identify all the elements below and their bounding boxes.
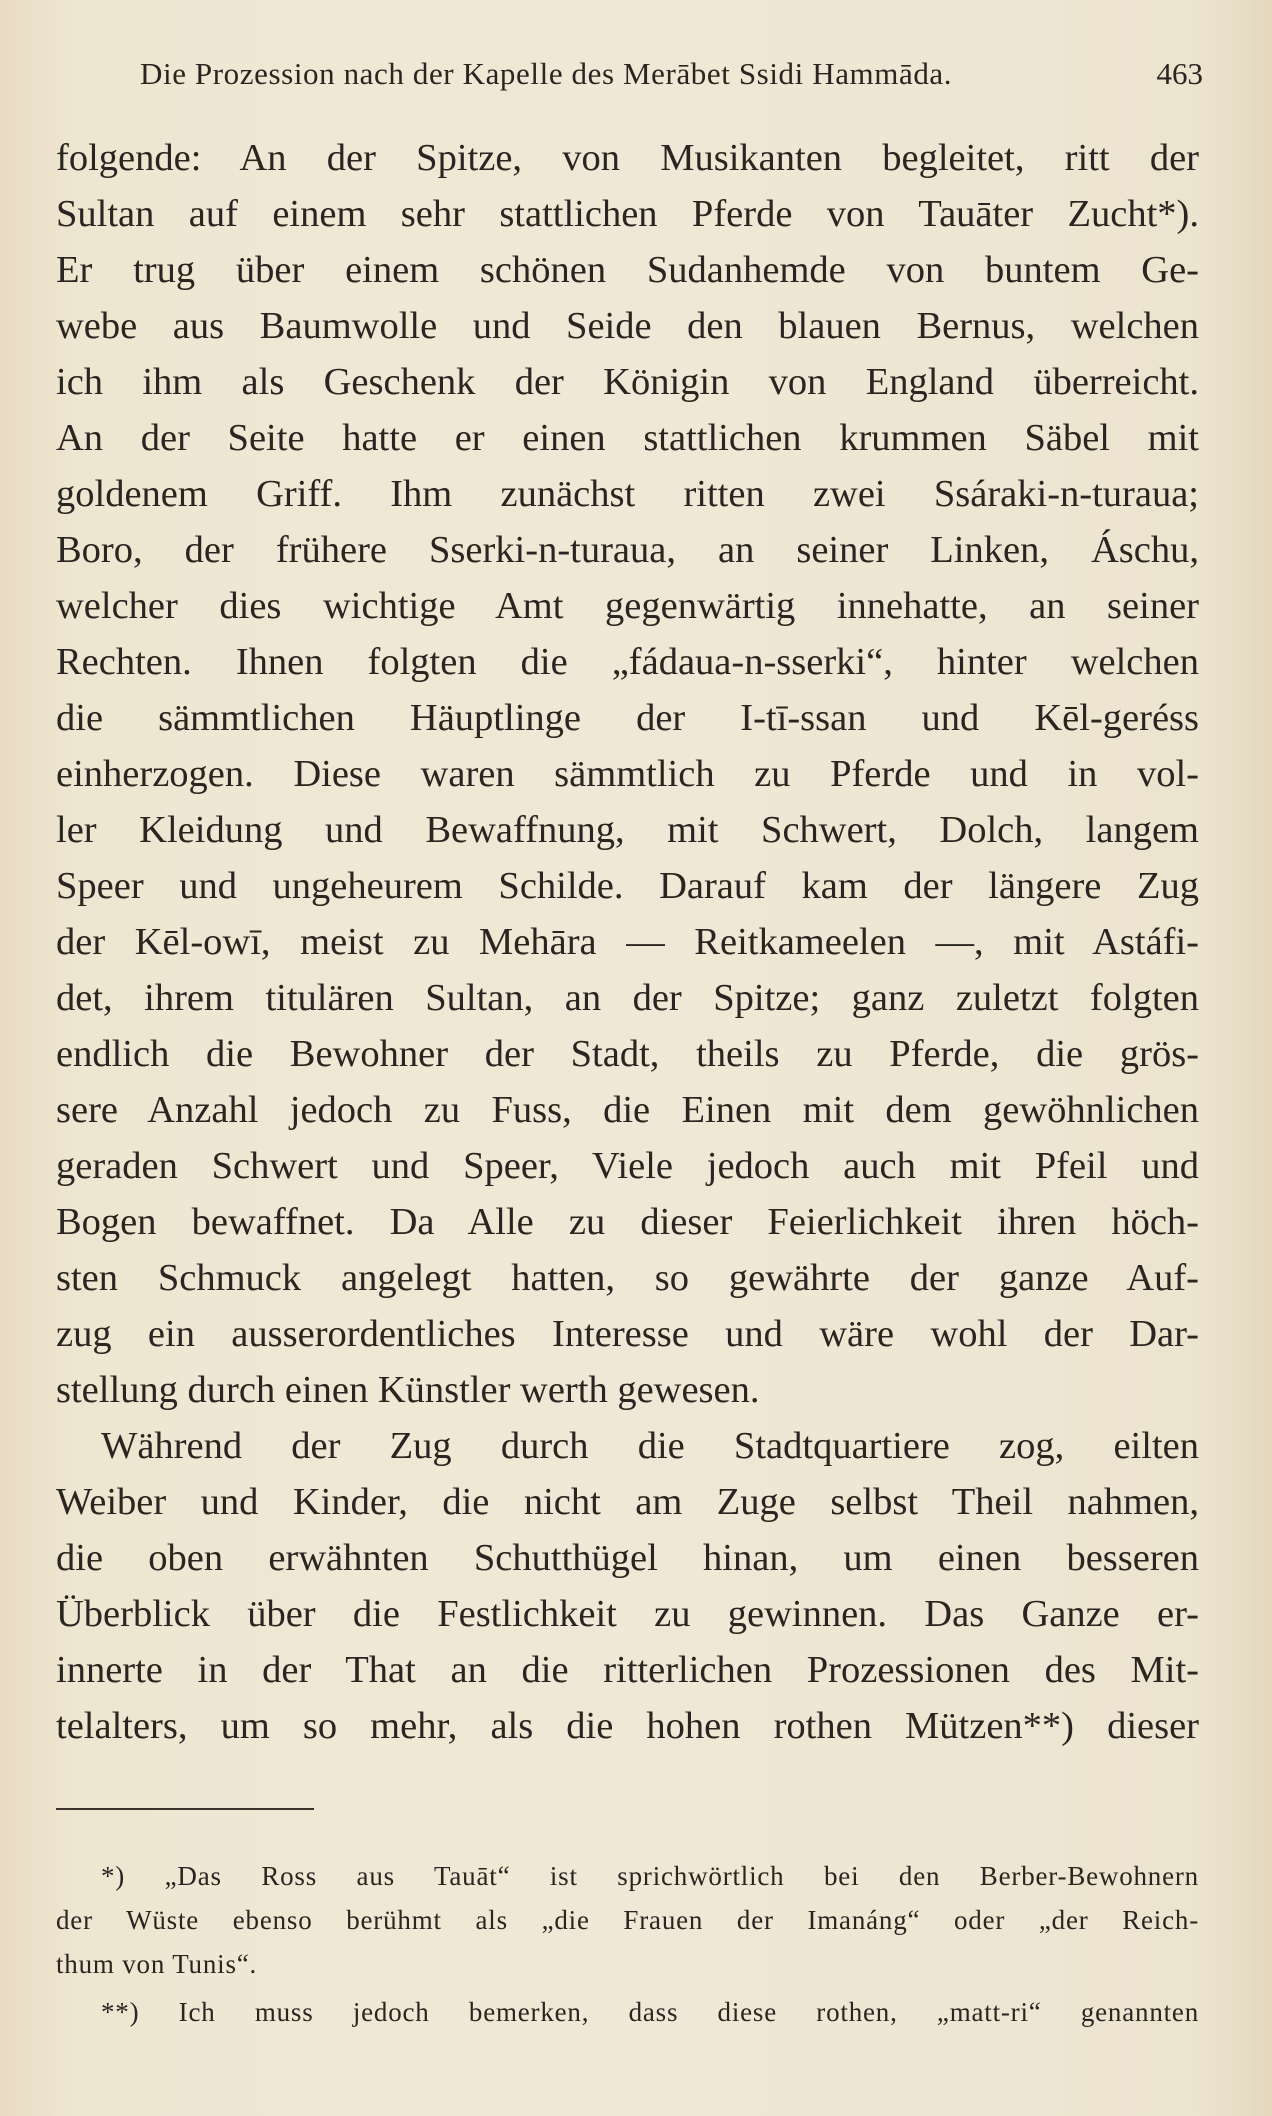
text-line-paragraph-end: stellung durch einen Künstler werth gewesen. xyxy=(56,1369,760,1411)
text-line: innerte in der That an die ritterlichen Prozessionen des Mit- xyxy=(56,1649,1199,1691)
text-line: zug ein ausserordentliches Interesse und wäre wohl der Dar- xyxy=(56,1313,1199,1355)
text-line: webe aus Baumwolle und Seide den blauen Bernus, welchen xyxy=(56,305,1199,347)
text-line: telalters, um so mehr, als die hohen rothen Mützen**) dieser xyxy=(56,1705,1199,1747)
text-line: welcher dies wichtige Amt gegenwärtig innehatte, an seiner xyxy=(56,585,1199,627)
text-line: die sämmtlichen Häuptlinge der I-tī-ssan und Kēl-geréss xyxy=(56,697,1199,739)
text-line: einherzogen. Diese waren sämmtlich zu Pferde und in vol- xyxy=(56,753,1199,795)
footnote-1 xyxy=(56,1854,1199,1986)
text-line: sere Anzahl jedoch zu Fuss, die Einen mit dem gewöhnlichen xyxy=(56,1089,1199,1131)
running-head: Die Prozession nach der Kapelle des Merābet Ssidi Hammāda. xyxy=(140,56,953,91)
footnote-line: *) „Das Ross aus Tauāt“ ist sprichwörtlich bei den Berber-Bewohnern xyxy=(101,1861,1199,1891)
text-line: Sultan auf einem sehr stattlichen Pferde von Tauāter Zucht*). xyxy=(56,193,1199,235)
text-line: goldenem Griff. Ihm zunächst ritten zwei Ssáraki-n-turaua; xyxy=(56,473,1199,515)
footnote-separator xyxy=(56,1808,314,1810)
text-line: Bogen bewaffnet. Da Alle zu dieser Feierlichkeit ihren höch- xyxy=(56,1201,1199,1243)
text-line: Überblick über die Festlichkeit zu gewinnen. Das Ganze er- xyxy=(56,1593,1199,1635)
text-line: Speer und ungeheurem Schilde. Darauf kam der längere Zug xyxy=(56,865,1199,907)
text-line: sten Schmuck angelegt hatten, so gewährte der ganze Auf- xyxy=(56,1257,1199,1299)
text-line: der Kēl-owī, meist zu Mehāra — Reitkameelen —, mit Astáfi- xyxy=(56,921,1199,963)
footnote-line: **) Ich muss jedoch bemerken, dass diese rothen, „matt-ri“ genannten xyxy=(101,1997,1199,2027)
text-line: folgende: An der Spitze, von Musikanten begleitet, ritt der xyxy=(56,137,1199,179)
text-line: Rechten. Ihnen folgten die „fádaua-n-sserki“, hinter welchen xyxy=(56,641,1199,683)
text-line-paragraph-start: Während der Zug durch die Stadtquartiere zog, eilten xyxy=(101,1425,1199,1467)
text-line: Weiber und Kinder, die nicht am Zuge selbst Theil nahmen, xyxy=(56,1481,1199,1523)
text-line: geraden Schwert und Speer, Viele jedoch auch mit Pfeil und xyxy=(56,1145,1199,1187)
text-line: ich ihm als Geschenk der Königin von England überreicht. xyxy=(56,361,1199,403)
text-line: ler Kleidung und Bewaffnung, mit Schwert, Dolch, langem xyxy=(56,809,1199,851)
page-number: 463 xyxy=(1156,56,1203,91)
text-line: Er trug über einem schönen Sudanhemde von buntem Ge- xyxy=(56,249,1199,291)
body-text xyxy=(56,130,1199,1754)
page-header xyxy=(140,52,1203,96)
footnote-line: thum von Tunis“. xyxy=(56,1949,258,1979)
text-line: Boro, der frühere Sserki-n-turaua, an seiner Linken, Áschu, xyxy=(56,529,1199,571)
text-line: die oben erwähnten Schutthügel hinan, um einen besseren xyxy=(56,1537,1199,1579)
footnotes xyxy=(56,1854,1199,2034)
footnote-2 xyxy=(56,1990,1199,2034)
text-line: endlich die Bewohner der Stadt, theils zu Pferde, die grös- xyxy=(56,1033,1199,1075)
text-line: det, ihrem titulären Sultan, an der Spitze; ganz zuletzt folgten xyxy=(56,977,1199,1019)
text-line: An der Seite hatte er einen stattlichen krummen Säbel mit xyxy=(56,417,1199,459)
footnote-line: der Wüste ebenso berühmt als „die Frauen der Imanáng“ oder „der Reich- xyxy=(56,1905,1199,1935)
